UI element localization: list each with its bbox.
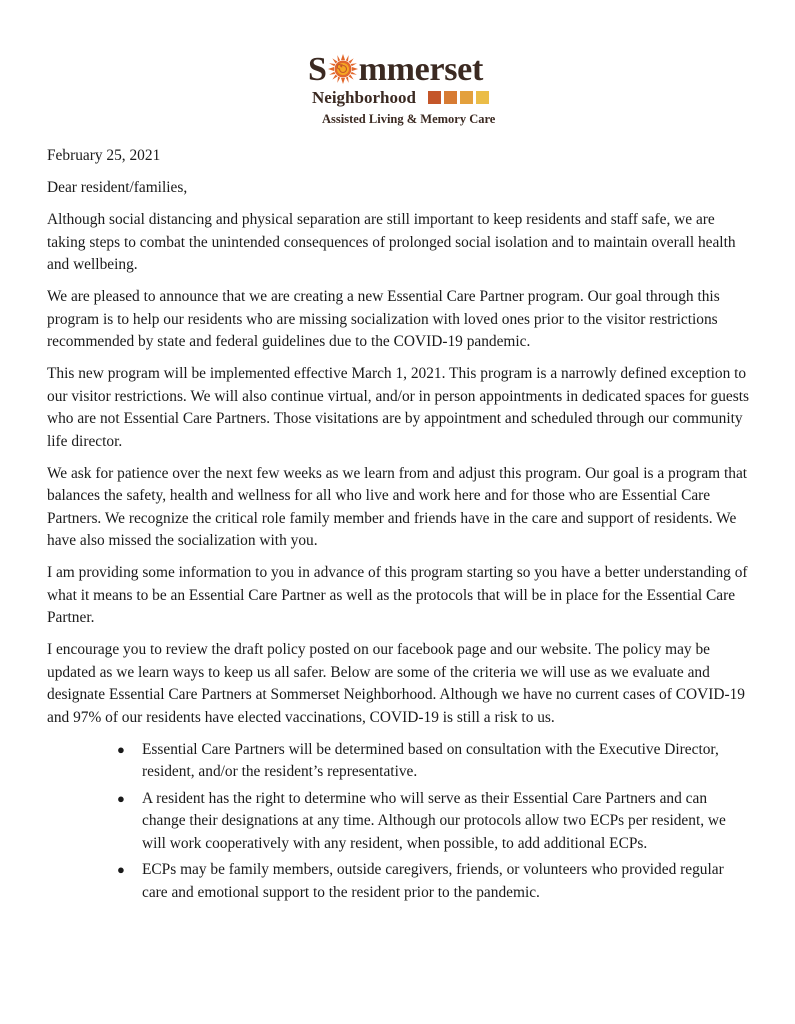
letter-body <box>47 145 752 908</box>
letter-paragraph: I am providing some information to you in advance of this program starting so you have a better understanding of what it means to be an Essential Care Partner as well as the protocols that will be in place for the Essential Care Partner. <box>47 564 748 626</box>
logo-name-end: mmerset <box>358 51 483 88</box>
list-item <box>117 788 752 856</box>
letter-paragraph: We are pleased to announce that we are creating a new Essential Care Partner program. Our goal through this program is to help our residents who are missing socialization with loved ones prior to the visitor restrictions recommended by state and federal guidelines due to the COVID-19 pandemic. <box>47 288 720 350</box>
bullet-icon: ● <box>117 741 125 757</box>
list-item-text: Essential Care Partners will be determined based on consultation with the Executive Director, resident, and/or the resident’s representative. <box>142 740 719 780</box>
letter-paragraph: We ask for patience over the next few weeks as we learn from and adjust this program. Our goal is a program that balances the safety, health and wellness for all who live and work here and for those who are Essential Care Partners. We recognize the critical role family member and friends have in the care and support of residents. We have also missed the socialization with you. <box>47 464 748 549</box>
bullet-icon: ● <box>117 790 125 806</box>
logo-squares <box>428 91 492 105</box>
logo-name-start: S <box>308 51 327 88</box>
letter-date: February 25, 2021 <box>47 147 161 164</box>
logo-subtitle: Neighborhood <box>312 88 416 107</box>
logo-square <box>460 91 473 104</box>
letter-paragraph: I encourage you to review the draft policy posted on our facebook page and our website. The policy may be updated as we learn ways to keep us all safer. Below are some of the criteria we will use as we evaluate and designate Essential Care Partners at Sommerset Neighborhood. Although we have no current cases of COVID-19 and 97% of our residents have elected vaccinations, COVID-19 is still a risk to us. <box>47 641 745 726</box>
logo-square <box>428 91 441 104</box>
list-item <box>117 739 752 784</box>
logo-tagline: Assisted Living & Memory Care <box>322 112 496 126</box>
list-item-text: ECPs may be family members, outside caregivers, friends, or volunteers who provided regular care and emotional support to the resident prior to the pandemic. <box>142 861 724 901</box>
letter-paragraph: This new program will be implemented effective March 1, 2021. This program is a narrowly defined exception to our visitor restrictions. We will also continue virtual, and/or in person appointments in dedicated spaces for guests who are not Essential Care Partners. Those visitations are by appointment and scheduled through our community life director. <box>47 365 750 450</box>
list-item-text: A resident has the right to determine who will serve as their Essential Care Partners and can change their designations at any time. Although our protocols allow two ECPs per resident, we will work cooperatively with any resident, when possible, to add additional ECPs. <box>142 789 726 852</box>
criteria-list <box>47 739 752 905</box>
letter-salutation: Dear resident/families, <box>47 179 188 196</box>
logo-square <box>444 91 457 104</box>
logo-wordmark <box>308 50 483 90</box>
logo-square <box>476 91 489 104</box>
logo <box>300 50 500 130</box>
bullet-icon: ● <box>117 862 125 877</box>
sun-icon <box>328 54 358 84</box>
letter-paragraph: Although social distancing and physical separation are still important to keep residents and staff safe, we are taking steps to combat the unintended consequences of prolonged social isolation and to maintain overall health and wellbeing. <box>47 211 736 273</box>
list-item <box>117 859 752 904</box>
